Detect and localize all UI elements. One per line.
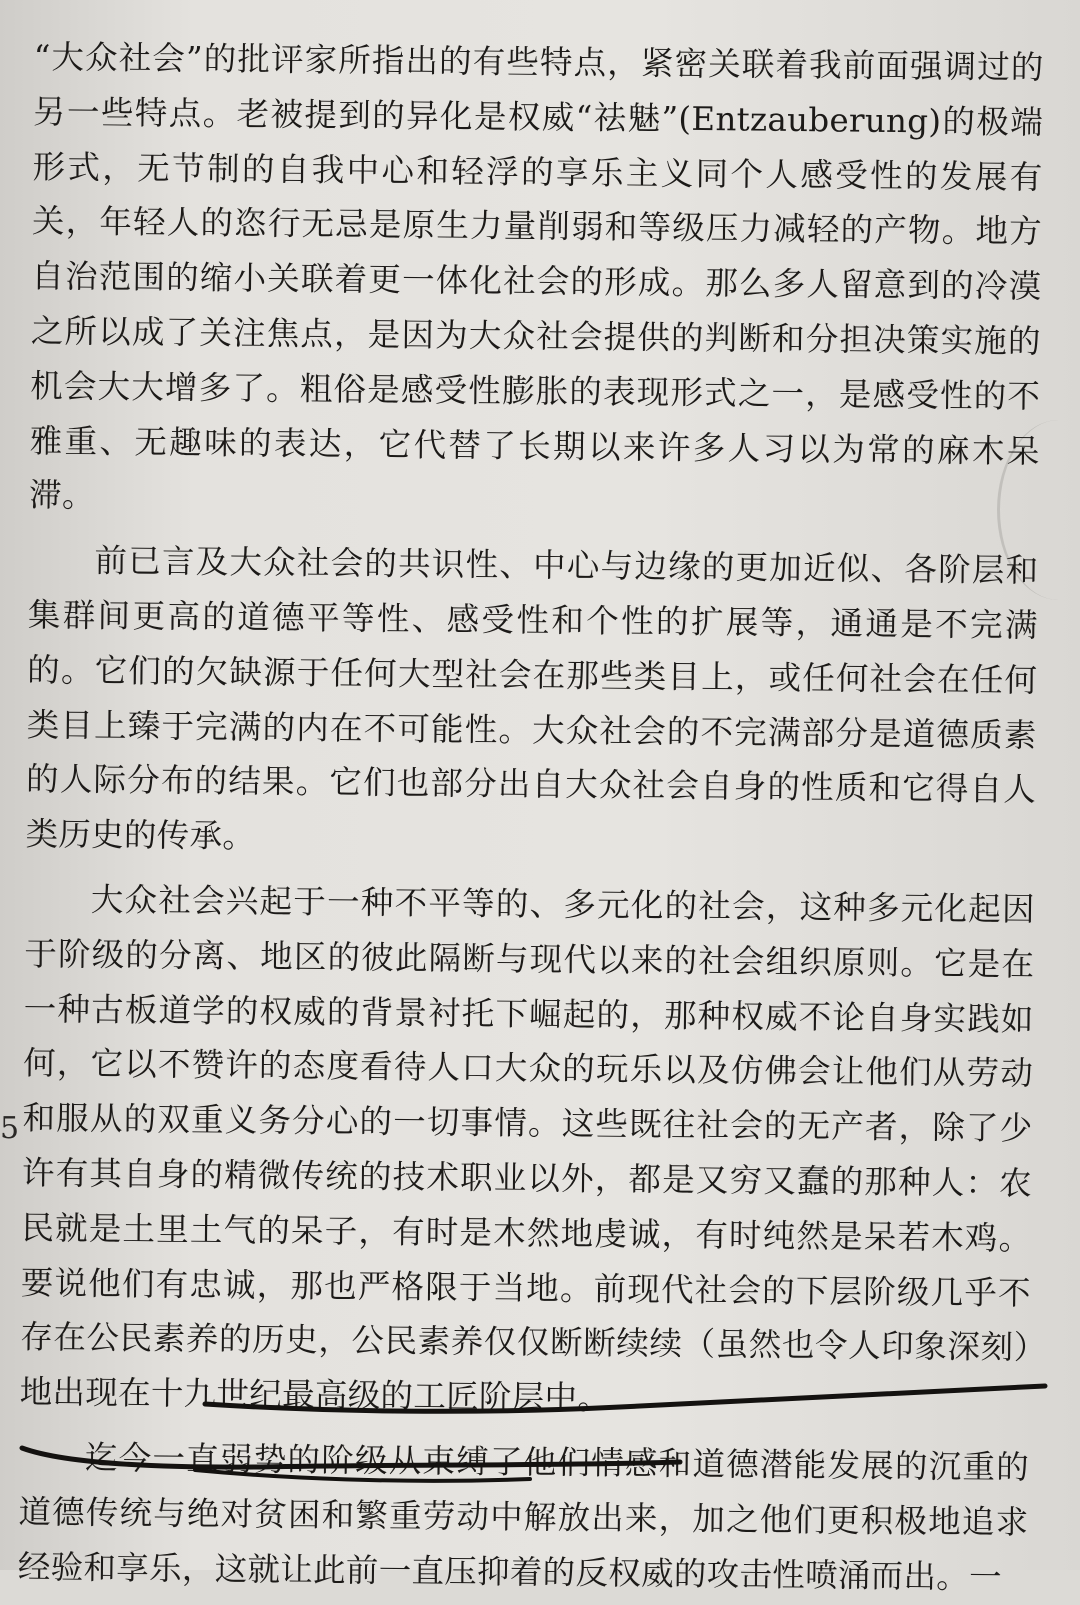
margin-mark: 5 <box>0 1111 20 1146</box>
paragraph-3: 大众社会兴起于一种不平等的、多元化的社会，这种多元化起因于阶级的分离、地区的彼此隔断与现代以来的社会组织原则。它是在一种古板道学的权威的背景衬托下崛起的，那种权威不论自身实践如何，它以不赞许的态度看待人口大众的玩乐以及仿佛会让他们从劳动和服从的双重义务分心的一切事情。这些既往社会的无产者，除了少许有其自身的精微传统的技术职业以外，都是又穷又蠢的那种人：农民就是土里土气的呆子，有时是木然地虔诚，有时纯然是呆若木鸡。要说他们有忠诚，那也严格限于当地。前现代社会的下层阶级几乎不存在公民素养的历史，公民素养仅仅断断续续（虽然也令人印象深刻）地出现在十九世纪最高级的工匠阶层中。 <box>19 880 1036 1418</box>
paragraph-4: 迄今一直弱势的阶级从束缚了他们情感和道德潜能发展的沉重的道德传统与绝对贫困和繁重劳动中解放出来，加之他们更积极地追求经验和享乐，这就让此前一直压抑着的反权威的攻击性喷涌而出。一 <box>17 1438 1030 1596</box>
page-text <box>18 30 1044 1605</box>
paragraph-1: “大众社会”的批评家所指出的有些特点，紧密关联着我前面强调过的另一些特点。老被提到的异化是权威“祛魅”(Entzauberung)的极端形式，无节制的自我中心和轻浮的享乐主义同个人感受性的发展有关，年轻人的恣行无忌是原生力量削弱和等级压力减轻的产物。地方自治范围的缩小关联着更一体化社会的形成。那么多人留意到的冷漠之所以成了关注焦点，是因为大众社会提供的判断和分担决策实施的机会大大增多了。粗俗是感受性膨胀的表现形式之一，是感受性的不雅重、无趣味的表达，它代替了长期以来许多人习以为常的麻木呆滞。 <box>28 37 1044 516</box>
paragraph-2: 前已言及大众社会的共识性、中心与边缘的更加近似、各阶层和集群间更高的道德平等性、感受性和个性的扩展等，通通是不完满的。它们的欠缺源于任何大型社会在那些类目上，或任何社会在任何类目上臻于完满的内在不可能性。大众社会的不完满部分是道德质素的人际分布的结果。它们也部分出自大众社会自身的性质和它得自人类历史的传承。 <box>25 541 1039 856</box>
